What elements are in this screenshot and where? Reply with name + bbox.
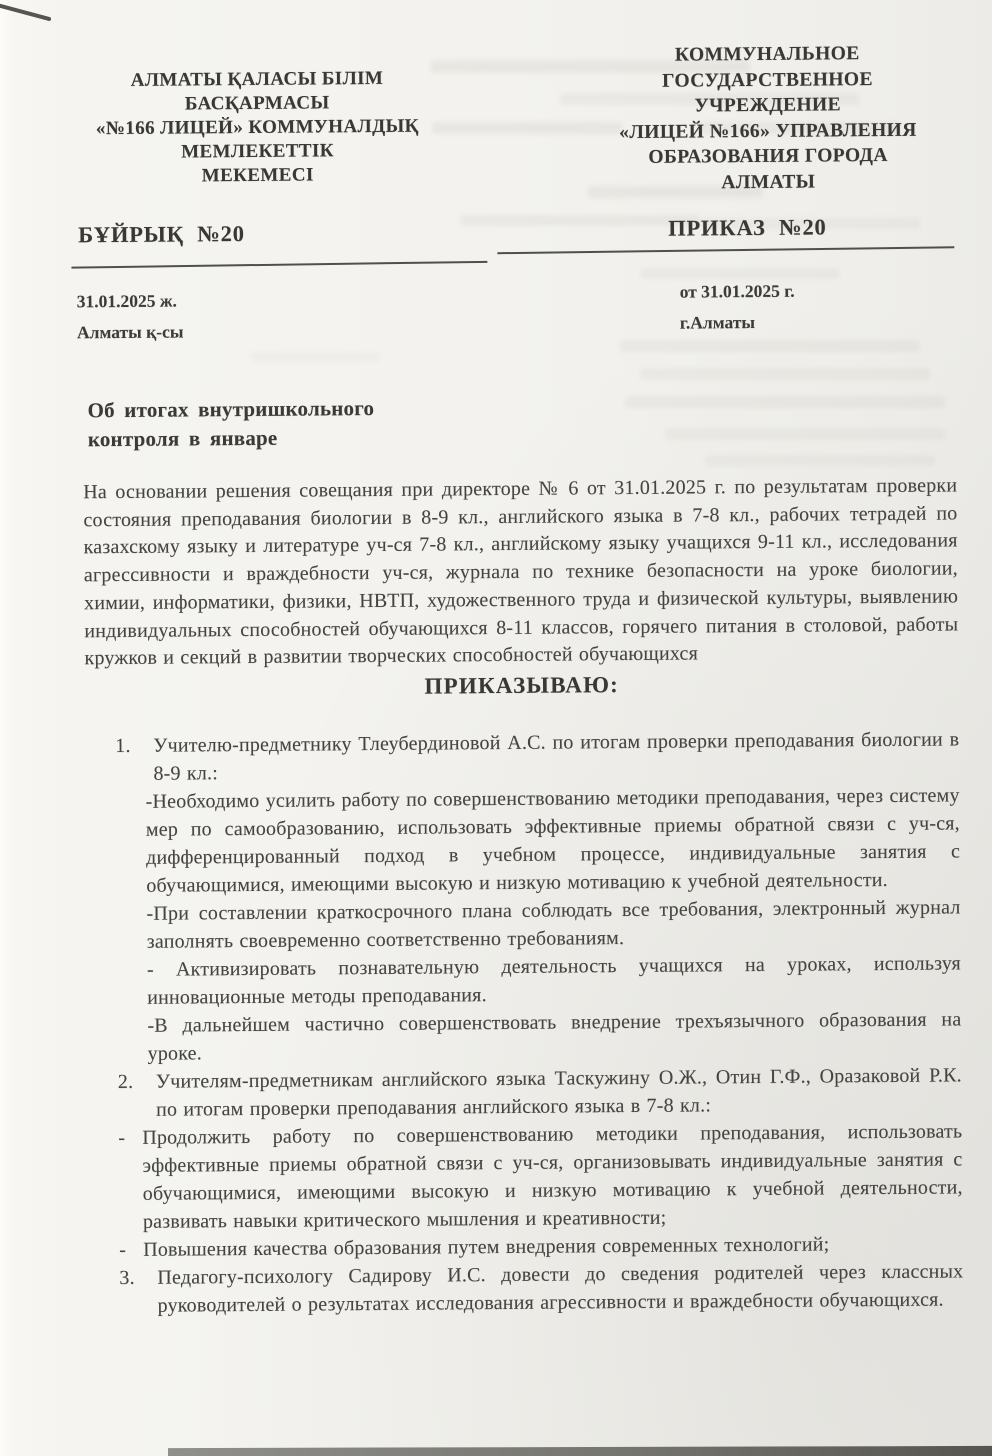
order-subject-line: контроля в январе: [87, 425, 278, 452]
order-item-2: [88, 1061, 964, 1264]
order-body: [83, 472, 964, 1320]
order-date: 31.01.2025 ж.: [76, 290, 177, 312]
org-name-line: УЧРЕЖДЕНИЕ: [694, 94, 842, 117]
order-items-list: [85, 725, 964, 1320]
org-name-line: ОБРАЗОВАНИЯ ГОРОДА: [648, 144, 888, 168]
item-bullet: [118, 1117, 963, 1235]
order-subject: [87, 393, 447, 454]
bullet-text: Повышения качества образования путем внедрения современных технологий;: [143, 1233, 830, 1261]
org-name-line: КОММУНАЛЬНОЕ: [674, 43, 860, 66]
org-name-line: ГОСУДАРСТВЕННОЕ: [662, 68, 873, 92]
order-title-kazakh: БҰЙРЫҚ №20: [78, 220, 245, 248]
org-name-line: АЛМАТЫ: [721, 171, 816, 193]
item-number: 1.: [115, 734, 131, 757]
item-paragraph: -При составлении краткосрочного плана соблюдать все требования, электронный журнал заполнять своевременно соответственно требованиям.: [146, 896, 961, 953]
order-preamble: На основании решения совещания при директоре № 6 от 31.01.2025 г. по результатам проверки состояния преподавания биологии в 8-9 кл., английского языка в 7-8 кл., рабочих тетрадей по казахскому языку и литературе уч-ся 7-8 кл., английскому языку учащихся 9-11 кл., исследования агрессивности и враждебности уч-ся, журнала по технике безопасности на уроке биологии, химии, информатики, физики, НВТП, художественного труда и физической культуры, выявлению индивидуальных способностей обучающихся 8-11 классов, горячего питания в столовой, работы кружков и секций в развитии творческих способностей обучающихся: [83, 474, 959, 670]
org-name-line: «ЛИЦЕЙ №166» УПРАВЛЕНИЯ: [619, 119, 917, 143]
bullet-text: Продолжить работу по совершенствованию методики преподавания, использовать эффективные приемы обратной связи с уч-ся, организовывать индивидуальные занятия с обучающимися, имеющими высокую и низкую мотивацию к учебной деятельности, развивать навыки критического мышления и креативности;: [142, 1120, 963, 1233]
bullet-dash-marker: -: [119, 1238, 127, 1261]
order-item-3: [89, 1257, 963, 1320]
item-paragraph: -В дальнейшем частично совершенствовать внедрение трехъязычного образования на уроке.: [147, 1008, 962, 1065]
item-body: [157, 1257, 963, 1319]
order-place: Алматы қ-сы: [76, 321, 184, 343]
org-name-kazakh: [87, 67, 428, 190]
order-date: от 31.01.2025 г.: [679, 280, 795, 302]
item-body: [118, 1061, 964, 1263]
order-place: г.Алматы: [679, 311, 756, 333]
item-lead: Учителю-предметнику Тлеубердиновой А.С. по итогам проверки преподавания биологии в 8-9 кл.:: [153, 728, 960, 785]
order-title-russian: ПРИКАЗ №20: [668, 214, 827, 241]
org-name-line: МЕКЕМЕСІ: [201, 164, 314, 187]
item-lead: Педагогу-психологу Садирову И.С. довести до сведения родителей через классных руководителей о результатах исследования агрессивности и враждебности обучающихся.: [157, 1260, 964, 1317]
order-date-place-kazakh: [77, 285, 184, 348]
org-name-line: «№166 ЛИЦЕЙ» КОММУНАЛДЫҚ: [95, 115, 419, 140]
header-separator-line: [71, 261, 487, 269]
item-lead: Учителям-предметникам английского языка Таскужину О.Ж., Отин Г.Ф., Оразаковой Р.К. по итогам проверки преподавания английского языка в 7-8 кл.:: [155, 1064, 962, 1121]
order-subject-line: Об итогах внутришкольного: [87, 395, 375, 423]
decree-word: ПРИКАЗЫВАЮ:: [424, 671, 620, 699]
order-date-place-russian: [680, 276, 795, 339]
item-number: 2.: [117, 1070, 134, 1093]
org-name-line: МЕМЛЕКЕТТІК: [181, 140, 334, 163]
org-name-line: АЛМАТЫ ҚАЛАСЫ БІЛІМ: [130, 67, 384, 91]
org-name-line: БАСҚАРМАСЫ: [184, 92, 330, 115]
item-body: [145, 725, 962, 1067]
org-name-russian: [595, 41, 941, 197]
order-item-1: [85, 725, 962, 1068]
item-paragraph: - Активизировать познавательную деятельность учащихся на уроках, используя инновационные методы преподавания.: [146, 952, 962, 1009]
item-number: 3.: [119, 1266, 135, 1289]
item-paragraph: -Необходимо усилить работу по совершенствованию методики преподавания, через систему мер по самообразованию, использовать эффективные приемы обратной связи с уч-ся, дифференцированный подход в учебном процессе, индивидуальные занятия с обучающимися, имеющими высокую и низкую мотивацию к учебной деятельности.: [145, 784, 961, 897]
bullet-dash-marker: -: [118, 1126, 126, 1149]
header-separator-line: [497, 246, 954, 254]
